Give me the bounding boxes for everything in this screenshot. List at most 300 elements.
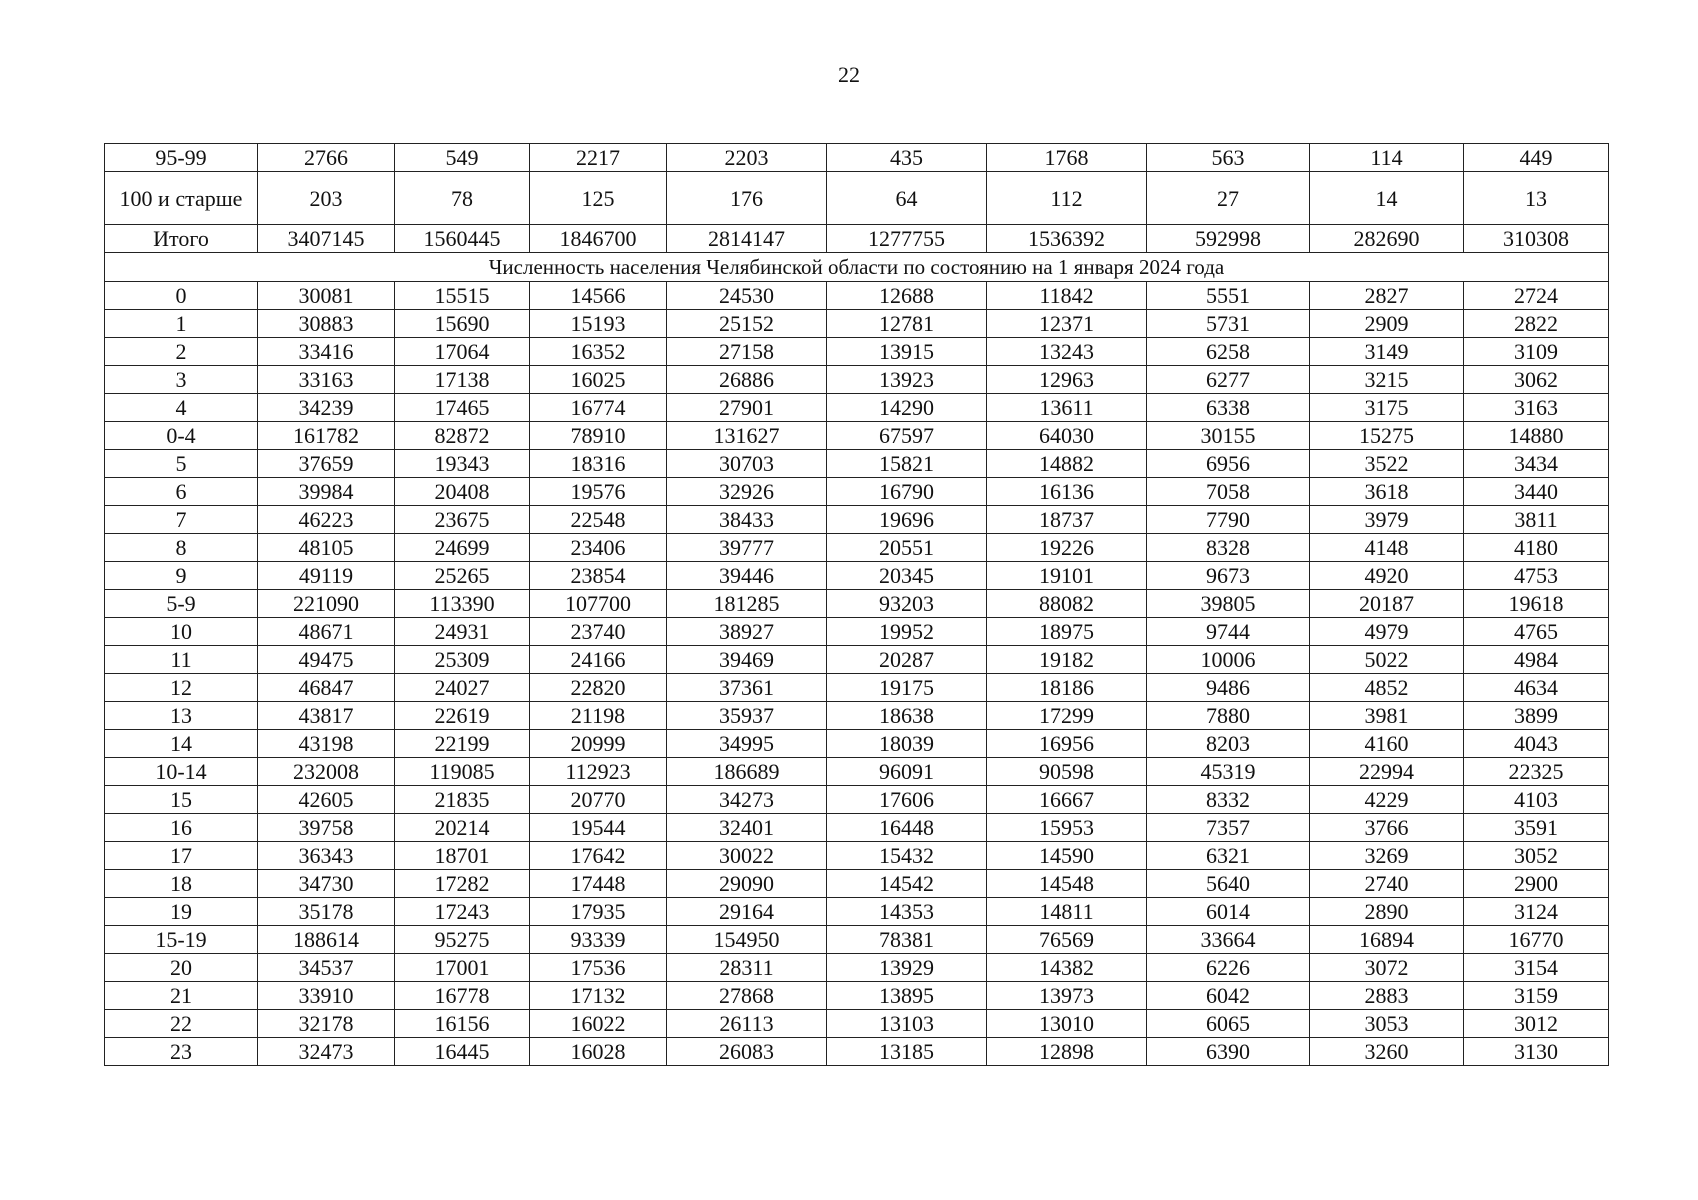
value-cell: 22994	[1310, 758, 1464, 786]
value-cell: 17448	[530, 870, 667, 898]
value-cell: 17282	[395, 870, 530, 898]
table-row	[105, 422, 1609, 450]
table-row	[105, 730, 1609, 758]
value-cell: 3899	[1464, 702, 1609, 730]
value-cell: 35937	[667, 702, 827, 730]
value-cell: 22619	[395, 702, 530, 730]
value-cell: 4043	[1464, 730, 1609, 758]
value-cell: 48105	[258, 534, 395, 562]
value-cell: 161782	[258, 422, 395, 450]
value-cell: 3407145	[258, 225, 395, 253]
value-cell: 3109	[1464, 338, 1609, 366]
value-cell: 15821	[827, 450, 987, 478]
value-cell: 18039	[827, 730, 987, 758]
table-row	[105, 338, 1609, 366]
value-cell: 6321	[1147, 842, 1310, 870]
value-cell: 6390	[1147, 1038, 1310, 1066]
value-cell: 176	[667, 172, 827, 225]
value-cell: 17465	[395, 394, 530, 422]
value-cell: 30703	[667, 450, 827, 478]
age-group-cell: 14	[105, 730, 258, 758]
value-cell: 18975	[987, 618, 1147, 646]
table-row	[105, 144, 1609, 172]
value-cell: 17299	[987, 702, 1147, 730]
value-cell: 23406	[530, 534, 667, 562]
value-cell: 9486	[1147, 674, 1310, 702]
value-cell: 4103	[1464, 786, 1609, 814]
table-row	[105, 366, 1609, 394]
value-cell: 12963	[987, 366, 1147, 394]
value-cell: 4920	[1310, 562, 1464, 590]
value-cell: 39758	[258, 814, 395, 842]
table-row	[105, 534, 1609, 562]
value-cell: 93339	[530, 926, 667, 954]
value-cell: 23740	[530, 618, 667, 646]
value-cell: 14548	[987, 870, 1147, 898]
value-cell: 22548	[530, 506, 667, 534]
value-cell: 24027	[395, 674, 530, 702]
value-cell: 4180	[1464, 534, 1609, 562]
value-cell: 49475	[258, 646, 395, 674]
value-cell: 3062	[1464, 366, 1609, 394]
table-row	[105, 590, 1609, 618]
age-group-cell: 18	[105, 870, 258, 898]
value-cell: 1560445	[395, 225, 530, 253]
value-cell: 26886	[667, 366, 827, 394]
value-cell: 18701	[395, 842, 530, 870]
value-cell: 14353	[827, 898, 987, 926]
table-row	[105, 1010, 1609, 1038]
value-cell: 12371	[987, 310, 1147, 338]
table-row	[105, 842, 1609, 870]
value-cell: 78	[395, 172, 530, 225]
value-cell: 9673	[1147, 562, 1310, 590]
value-cell: 3434	[1464, 450, 1609, 478]
value-cell: 3072	[1310, 954, 1464, 982]
value-cell: 181285	[667, 590, 827, 618]
age-group-cell: 13	[105, 702, 258, 730]
value-cell: 16352	[530, 338, 667, 366]
value-cell: 22199	[395, 730, 530, 758]
value-cell: 30883	[258, 310, 395, 338]
value-cell: 17243	[395, 898, 530, 926]
value-cell: 592998	[1147, 225, 1310, 253]
value-cell: 16022	[530, 1010, 667, 1038]
value-cell: 14382	[987, 954, 1147, 982]
value-cell: 96091	[827, 758, 987, 786]
value-cell: 282690	[1310, 225, 1464, 253]
value-cell: 27901	[667, 394, 827, 422]
value-cell: 25265	[395, 562, 530, 590]
value-cell: 8328	[1147, 534, 1310, 562]
value-cell: 17064	[395, 338, 530, 366]
value-cell: 28311	[667, 954, 827, 982]
value-cell: 2883	[1310, 982, 1464, 1010]
value-cell: 13923	[827, 366, 987, 394]
age-group-cell: 5	[105, 450, 258, 478]
value-cell: 78381	[827, 926, 987, 954]
value-cell: 46223	[258, 506, 395, 534]
value-cell: 16136	[987, 478, 1147, 506]
value-cell: 16025	[530, 366, 667, 394]
table-row	[105, 478, 1609, 506]
value-cell: 14882	[987, 450, 1147, 478]
value-cell: 35178	[258, 898, 395, 926]
table-top-rows	[105, 144, 1609, 253]
value-cell: 7058	[1147, 478, 1310, 506]
value-cell: 19576	[530, 478, 667, 506]
value-cell: 90598	[987, 758, 1147, 786]
table-row	[105, 618, 1609, 646]
age-group-cell: 8	[105, 534, 258, 562]
value-cell: 2900	[1464, 870, 1609, 898]
value-cell: 19618	[1464, 590, 1609, 618]
value-cell: 2822	[1464, 310, 1609, 338]
table-row	[105, 898, 1609, 926]
value-cell: 2740	[1310, 870, 1464, 898]
value-cell: 19101	[987, 562, 1147, 590]
value-cell: 13929	[827, 954, 987, 982]
value-cell: 34239	[258, 394, 395, 422]
value-cell: 3811	[1464, 506, 1609, 534]
value-cell: 15690	[395, 310, 530, 338]
value-cell: 203	[258, 172, 395, 225]
value-cell: 3130	[1464, 1038, 1609, 1066]
value-cell: 16667	[987, 786, 1147, 814]
table-row	[105, 870, 1609, 898]
value-cell: 3149	[1310, 338, 1464, 366]
value-cell: 3618	[1310, 478, 1464, 506]
value-cell: 29090	[667, 870, 827, 898]
value-cell: 3163	[1464, 394, 1609, 422]
value-cell: 13895	[827, 982, 987, 1010]
value-cell: 33910	[258, 982, 395, 1010]
age-group-cell: 95-99	[105, 144, 258, 172]
value-cell: 3052	[1464, 842, 1609, 870]
value-cell: 20770	[530, 786, 667, 814]
age-group-cell: 23	[105, 1038, 258, 1066]
value-cell: 4765	[1464, 618, 1609, 646]
value-cell: 14	[1310, 172, 1464, 225]
value-cell: 13103	[827, 1010, 987, 1038]
value-cell: 88082	[987, 590, 1147, 618]
value-cell: 188614	[258, 926, 395, 954]
table-row	[105, 225, 1609, 253]
age-group-cell: 21	[105, 982, 258, 1010]
age-group-cell: 5-9	[105, 590, 258, 618]
value-cell: 26083	[667, 1038, 827, 1066]
value-cell: 18186	[987, 674, 1147, 702]
value-cell: 29164	[667, 898, 827, 926]
value-cell: 310308	[1464, 225, 1609, 253]
age-group-cell: 10-14	[105, 758, 258, 786]
value-cell: 3979	[1310, 506, 1464, 534]
value-cell: 2766	[258, 144, 395, 172]
value-cell: 24931	[395, 618, 530, 646]
value-cell: 39805	[1147, 590, 1310, 618]
age-group-cell: 0	[105, 282, 258, 310]
value-cell: 49119	[258, 562, 395, 590]
value-cell: 3053	[1310, 1010, 1464, 1038]
value-cell: 19696	[827, 506, 987, 534]
value-cell: 19182	[987, 646, 1147, 674]
age-group-cell: 15	[105, 786, 258, 814]
table-row	[105, 506, 1609, 534]
value-cell: 5022	[1310, 646, 1464, 674]
value-cell: 3269	[1310, 842, 1464, 870]
age-group-cell: 20	[105, 954, 258, 982]
value-cell: 112923	[530, 758, 667, 786]
value-cell: 13973	[987, 982, 1147, 1010]
age-group-cell: 4	[105, 394, 258, 422]
value-cell: 154950	[667, 926, 827, 954]
value-cell: 119085	[395, 758, 530, 786]
value-cell: 1277755	[827, 225, 987, 253]
value-cell: 67597	[827, 422, 987, 450]
value-cell: 4634	[1464, 674, 1609, 702]
value-cell: 38927	[667, 618, 827, 646]
value-cell: 14542	[827, 870, 987, 898]
section-title-row	[105, 253, 1609, 282]
value-cell: 12688	[827, 282, 987, 310]
value-cell: 3522	[1310, 450, 1464, 478]
value-cell: 18737	[987, 506, 1147, 534]
value-cell: 42605	[258, 786, 395, 814]
value-cell: 2203	[667, 144, 827, 172]
value-cell: 14590	[987, 842, 1147, 870]
value-cell: 7880	[1147, 702, 1310, 730]
value-cell: 33163	[258, 366, 395, 394]
value-cell: 64	[827, 172, 987, 225]
population-table	[104, 143, 1609, 1066]
value-cell: 18316	[530, 450, 667, 478]
value-cell: 18638	[827, 702, 987, 730]
value-cell: 16770	[1464, 926, 1609, 954]
value-cell: 9744	[1147, 618, 1310, 646]
age-group-cell: 1	[105, 310, 258, 338]
value-cell: 33416	[258, 338, 395, 366]
value-cell: 1768	[987, 144, 1147, 172]
age-group-cell: 15-19	[105, 926, 258, 954]
value-cell: 17606	[827, 786, 987, 814]
value-cell: 12781	[827, 310, 987, 338]
table-row	[105, 394, 1609, 422]
value-cell: 13915	[827, 338, 987, 366]
value-cell: 563	[1147, 144, 1310, 172]
value-cell: 16774	[530, 394, 667, 422]
table-row	[105, 282, 1609, 310]
value-cell: 19544	[530, 814, 667, 842]
value-cell: 27868	[667, 982, 827, 1010]
value-cell: 5551	[1147, 282, 1310, 310]
value-cell: 3440	[1464, 478, 1609, 506]
value-cell: 13611	[987, 394, 1147, 422]
age-group-cell: 9	[105, 562, 258, 590]
age-group-cell: 12	[105, 674, 258, 702]
value-cell: 4979	[1310, 618, 1464, 646]
value-cell: 2827	[1310, 282, 1464, 310]
value-cell: 19226	[987, 534, 1147, 562]
value-cell: 14880	[1464, 422, 1609, 450]
table-row	[105, 310, 1609, 338]
value-cell: 21198	[530, 702, 667, 730]
value-cell: 4229	[1310, 786, 1464, 814]
value-cell: 20345	[827, 562, 987, 590]
value-cell: 43817	[258, 702, 395, 730]
value-cell: 3159	[1464, 982, 1609, 1010]
value-cell: 6065	[1147, 1010, 1310, 1038]
value-cell: 15515	[395, 282, 530, 310]
value-cell: 39777	[667, 534, 827, 562]
value-cell: 13185	[827, 1038, 987, 1066]
value-cell: 20551	[827, 534, 987, 562]
value-cell: 93203	[827, 590, 987, 618]
value-cell: 114	[1310, 144, 1464, 172]
value-cell: 19952	[827, 618, 987, 646]
value-cell: 20287	[827, 646, 987, 674]
value-cell: 3591	[1464, 814, 1609, 842]
value-cell: 17138	[395, 366, 530, 394]
value-cell: 2814147	[667, 225, 827, 253]
value-cell: 37659	[258, 450, 395, 478]
value-cell: 6226	[1147, 954, 1310, 982]
value-cell: 64030	[987, 422, 1147, 450]
value-cell: 6338	[1147, 394, 1310, 422]
value-cell: 15953	[987, 814, 1147, 842]
value-cell: 8203	[1147, 730, 1310, 758]
table-row	[105, 674, 1609, 702]
value-cell: 549	[395, 144, 530, 172]
value-cell: 27158	[667, 338, 827, 366]
value-cell: 95275	[395, 926, 530, 954]
age-group-cell: 3	[105, 366, 258, 394]
value-cell: 36343	[258, 842, 395, 870]
value-cell: 17001	[395, 954, 530, 982]
age-group-cell: 0-4	[105, 422, 258, 450]
value-cell: 26113	[667, 1010, 827, 1038]
value-cell: 7357	[1147, 814, 1310, 842]
value-cell: 14566	[530, 282, 667, 310]
value-cell: 14290	[827, 394, 987, 422]
table-age-rows	[105, 282, 1609, 1066]
value-cell: 20999	[530, 730, 667, 758]
value-cell: 23854	[530, 562, 667, 590]
age-group-cell: 10	[105, 618, 258, 646]
value-cell: 20214	[395, 814, 530, 842]
value-cell: 24530	[667, 282, 827, 310]
value-cell: 6042	[1147, 982, 1310, 1010]
value-cell: 435	[827, 144, 987, 172]
value-cell: 32178	[258, 1010, 395, 1038]
value-cell: 16778	[395, 982, 530, 1010]
value-cell: 232008	[258, 758, 395, 786]
value-cell: 39446	[667, 562, 827, 590]
page-number: 22	[838, 62, 860, 87]
table-row	[105, 954, 1609, 982]
age-group-cell: Итого	[105, 225, 258, 253]
value-cell: 14811	[987, 898, 1147, 926]
value-cell: 17132	[530, 982, 667, 1010]
table-row	[105, 786, 1609, 814]
value-cell: 24699	[395, 534, 530, 562]
table-row	[105, 702, 1609, 730]
section-title: Численность населения Челябинской области по состоянию на 1 января 2024 года	[105, 253, 1609, 282]
table-row	[105, 926, 1609, 954]
value-cell: 37361	[667, 674, 827, 702]
value-cell: 10006	[1147, 646, 1310, 674]
value-cell: 2909	[1310, 310, 1464, 338]
value-cell: 16894	[1310, 926, 1464, 954]
value-cell: 12898	[987, 1038, 1147, 1066]
age-group-cell: 22	[105, 1010, 258, 1038]
value-cell: 16028	[530, 1038, 667, 1066]
table-row	[105, 562, 1609, 590]
value-cell: 30022	[667, 842, 827, 870]
value-cell: 45319	[1147, 758, 1310, 786]
value-cell: 30081	[258, 282, 395, 310]
value-cell: 13010	[987, 1010, 1147, 1038]
value-cell: 3124	[1464, 898, 1609, 926]
value-cell: 1536392	[987, 225, 1147, 253]
value-cell: 2217	[530, 144, 667, 172]
value-cell: 34995	[667, 730, 827, 758]
age-group-cell: 19	[105, 898, 258, 926]
value-cell: 3215	[1310, 366, 1464, 394]
value-cell: 131627	[667, 422, 827, 450]
value-cell: 30155	[1147, 422, 1310, 450]
value-cell: 4160	[1310, 730, 1464, 758]
value-cell: 25152	[667, 310, 827, 338]
value-cell: 3154	[1464, 954, 1609, 982]
value-cell: 16445	[395, 1038, 530, 1066]
age-group-cell: 17	[105, 842, 258, 870]
value-cell: 13	[1464, 172, 1609, 225]
value-cell: 125	[530, 172, 667, 225]
value-cell: 6956	[1147, 450, 1310, 478]
value-cell: 15275	[1310, 422, 1464, 450]
value-cell: 20408	[395, 478, 530, 506]
value-cell: 112	[987, 172, 1147, 225]
value-cell: 16156	[395, 1010, 530, 1038]
value-cell: 13243	[987, 338, 1147, 366]
value-cell: 4852	[1310, 674, 1464, 702]
value-cell: 17642	[530, 842, 667, 870]
table-row	[105, 982, 1609, 1010]
value-cell: 21835	[395, 786, 530, 814]
table-row	[105, 646, 1609, 674]
value-cell: 4753	[1464, 562, 1609, 590]
population-table-container	[104, 143, 1608, 1066]
value-cell: 32926	[667, 478, 827, 506]
value-cell: 221090	[258, 590, 395, 618]
value-cell: 32401	[667, 814, 827, 842]
value-cell: 82872	[395, 422, 530, 450]
value-cell: 6014	[1147, 898, 1310, 926]
value-cell: 48671	[258, 618, 395, 646]
value-cell: 76569	[987, 926, 1147, 954]
value-cell: 3981	[1310, 702, 1464, 730]
value-cell: 3766	[1310, 814, 1464, 842]
value-cell: 34730	[258, 870, 395, 898]
value-cell: 3012	[1464, 1010, 1609, 1038]
value-cell: 39984	[258, 478, 395, 506]
value-cell: 11842	[987, 282, 1147, 310]
table-row	[105, 450, 1609, 478]
value-cell: 15193	[530, 310, 667, 338]
table-row	[105, 1038, 1609, 1066]
value-cell: 3260	[1310, 1038, 1464, 1066]
value-cell: 19175	[827, 674, 987, 702]
